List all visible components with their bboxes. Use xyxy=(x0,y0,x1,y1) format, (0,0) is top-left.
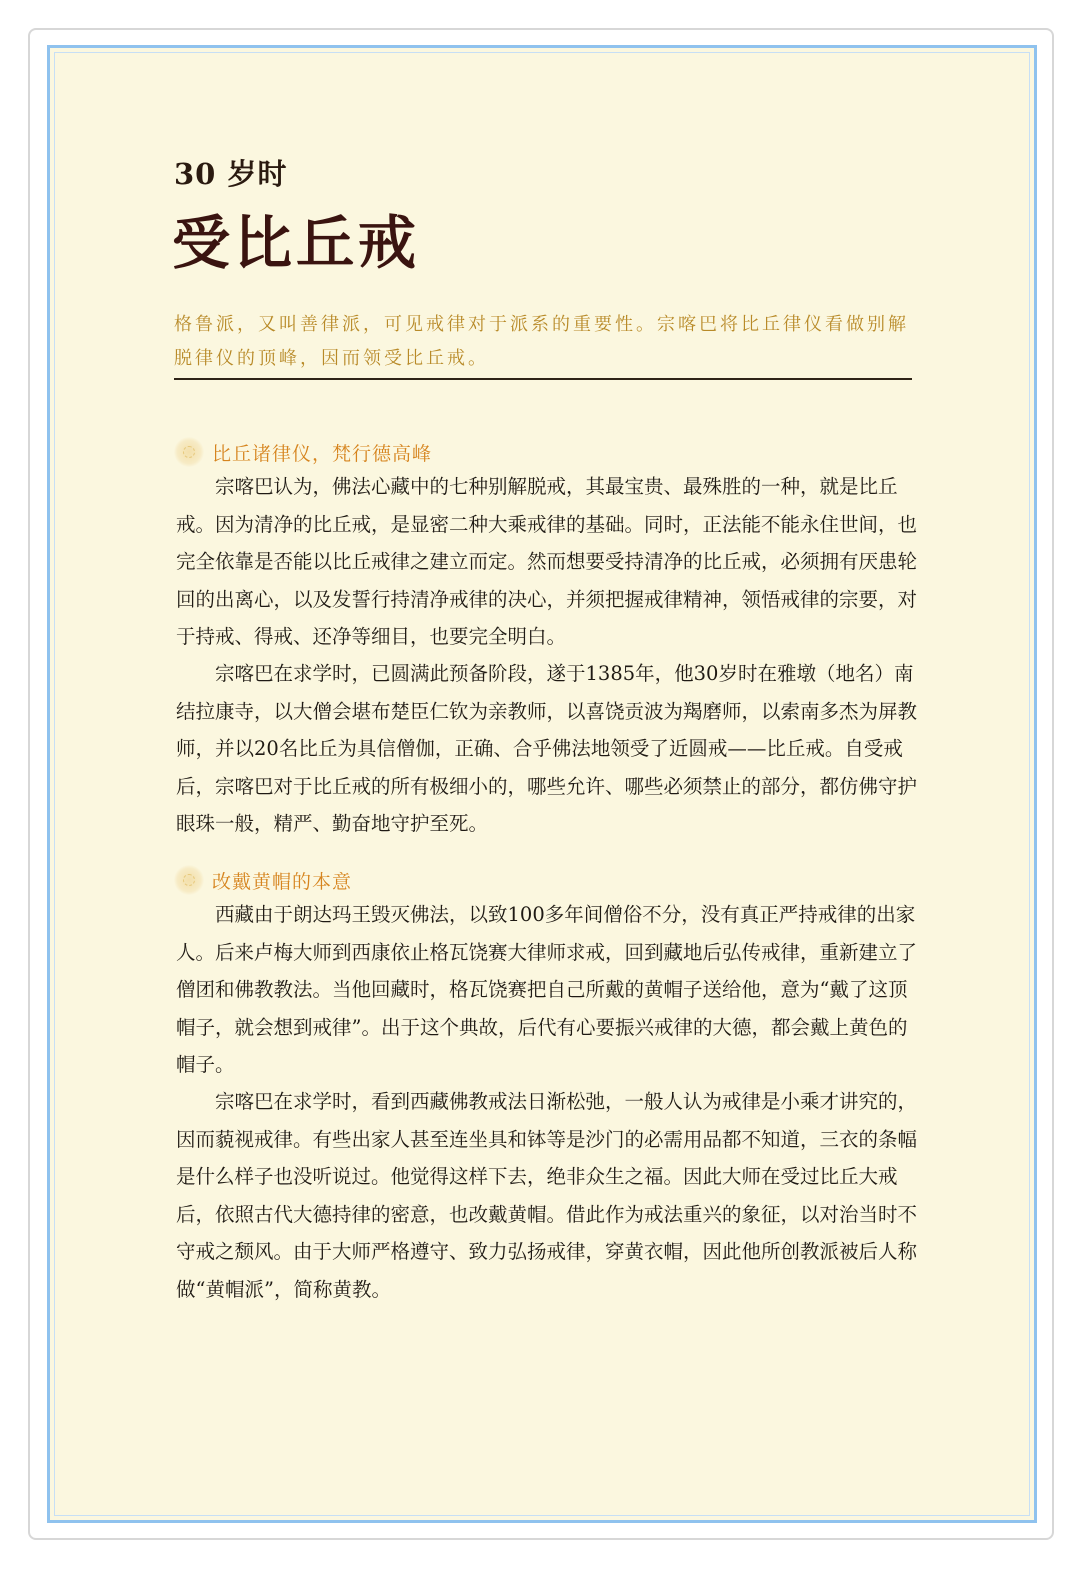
section-heading-text: 比丘诸律仪，梵行德高峰 xyxy=(212,442,433,465)
lotus-ornament-icon xyxy=(174,865,204,895)
paragraph: 宗喀巴认为，佛法心藏中的七种别解脱戒，其最宝贵、最殊胜的一种，就是比丘戒。因为清净的比丘戒，是显密二种大乘戒律的基础。同时，正法能不能永住世间，也完全依靠是否能以比丘戒律之建立而定。然而想要受持清净的比丘戒，必须拥有厌患轮回的出离心，以及发誓行持清净戒律的决心，并须把握戒律精神，领悟戒律的宗要，对于持戒、得戒、还净等细目，也要完全明白。 xyxy=(176,475,918,648)
section-heading-text: 改戴黄帽的本意 xyxy=(212,870,353,893)
paragraph: 西藏由于朗达玛王毁灭佛法，以致100多年间僧俗不分，没有真正严持戒律的出家人。后来卢梅大师到西康依止格瓦饶赛大律师求戒，回到藏地后弘传戒律，重新建立了僧团和佛教教法。当他回藏时，格瓦饶赛把自己所戴的黄帽子送给他，意为“戴了这顶帽子，就会想到戒律”。出于这个典故，后代有心要振兴戒律的大德，都会戴上黄色的帽子。 xyxy=(176,903,918,1076)
lotus-ornament-icon xyxy=(174,437,204,467)
paragraph: 宗喀巴在求学时，看到西藏佛教戒法日渐松弛，一般人认为戒律是小乘才讲究的，因而藐视戒律。有些出家人甚至连坐具和钵等是沙门的必需用品都不知道，三衣的条幅是什么样子也没听说过。他觉得这样下去，绝非众生之福。因此大师在受过比丘大戒后，依照古代大德持律的密意，也改戴黄帽。借此作为戒法重兴的象征，以对治当时不守戒之颓风。由于大师严格遵守、致力弘扬戒律，穿黄衣帽，因此他所创教派被后人称做“黄帽派”，简称黄教。 xyxy=(176,1090,918,1301)
section-heading-1 xyxy=(174,437,432,467)
divider-line xyxy=(174,378,912,380)
intro-text: 格鲁派，又叫善律派，可见戒律对于派系的重要性。宗喀巴将比丘律仪看做别解脱律仪的顶峰，因而领受比丘戒。 xyxy=(174,314,909,369)
page-title: 受比丘戒 xyxy=(172,209,421,277)
section-heading-2 xyxy=(174,865,352,895)
page-subtitle: 30 岁时 xyxy=(174,157,288,191)
paragraph: 宗喀巴在求学时，已圆满此预备阶段，遂于1385年，他30岁时在雅墩（地名）南结拉康寺，以大僧会堪布楚臣仁钦为亲教师，以喜饶贡波为羯磨师，以索南多杰为屏教师，并以20名比丘为具信僧伽，正确、合乎佛法地领受了近圆戒——比丘戒。自受戒后，宗喀巴对于比丘戒的所有极细小的，哪些允许、哪些必须禁止的部分，都仿佛守护眼珠一般，精严、勤奋地守护至死。 xyxy=(176,662,918,835)
